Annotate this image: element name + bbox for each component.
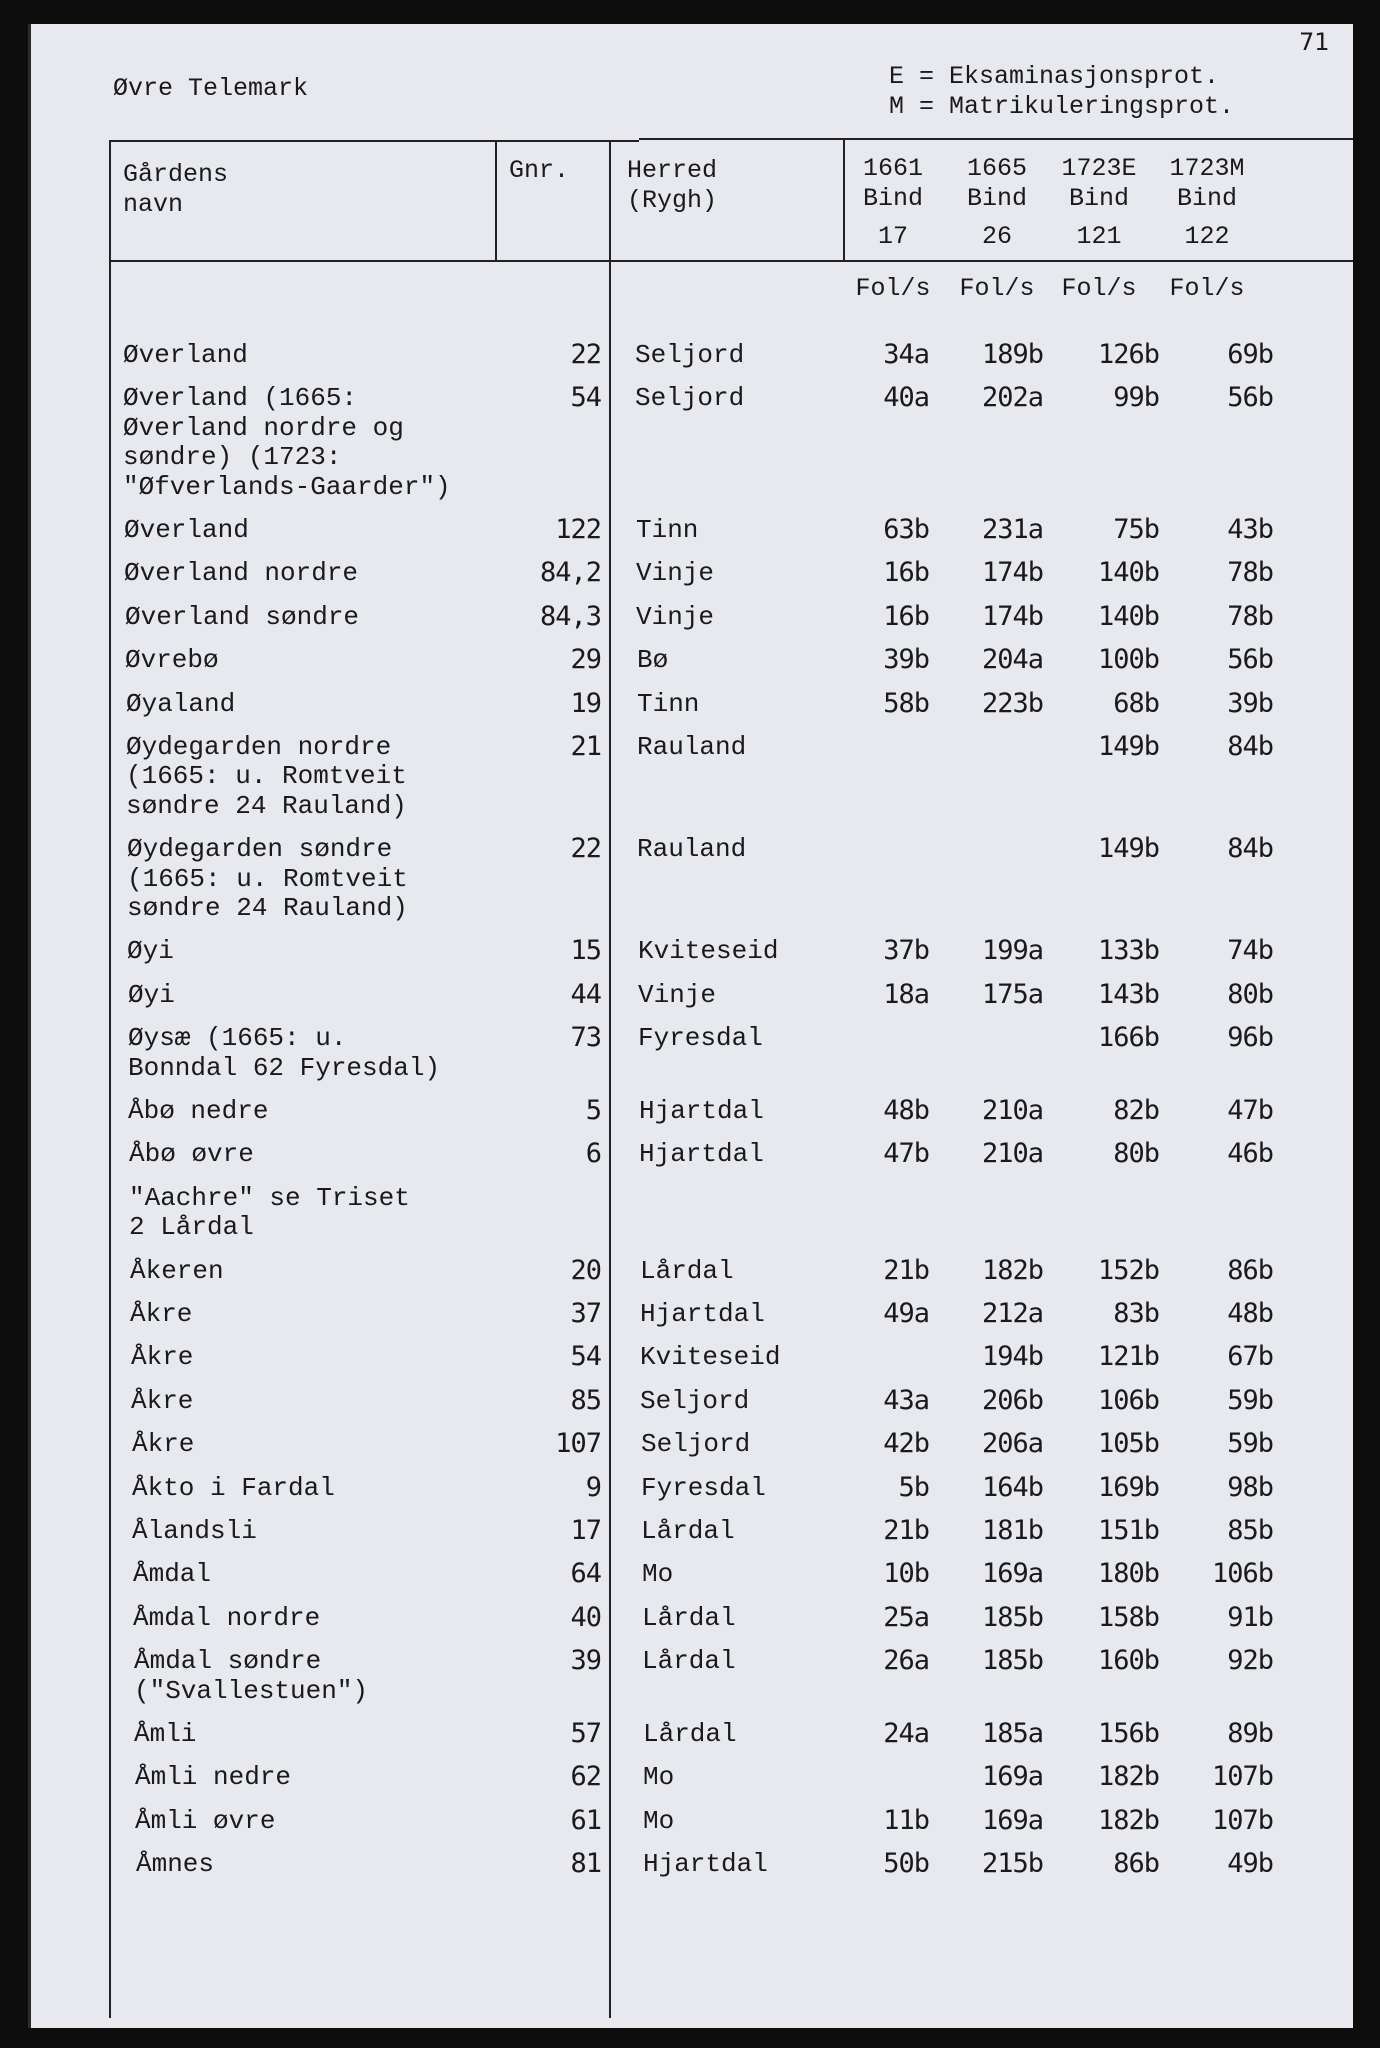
gnr-cell: 6 [585, 1138, 601, 1170]
folio-cell: 158b [1097, 1601, 1159, 1633]
folio-cell: 39b [883, 644, 929, 676]
folio-cell: 206b [981, 1384, 1043, 1416]
col-header-name-1: Gårdens [123, 160, 229, 189]
herred-cell: Mo [642, 1559, 674, 1590]
herred-cell: Lårdal [642, 1646, 736, 1677]
farm-name: Øyi [128, 979, 175, 1010]
folio-cell: 151b [1097, 1515, 1159, 1546]
folio-cell: 210a [981, 1138, 1043, 1170]
folio-cell: 47b [883, 1138, 929, 1170]
herred-cell: Rauland [637, 834, 747, 865]
col-header-year: 1723M [1169, 154, 1245, 183]
farm-name: "Øfverlands-Gaarder") [123, 471, 451, 502]
folio-cell: 50b [883, 1848, 929, 1880]
farm-name: Øyaland [126, 688, 236, 719]
gnr-cell: 54 [570, 382, 601, 414]
herred-cell: Vinje [636, 601, 715, 632]
farm-name: Øvrebø [125, 645, 219, 676]
region-title: Øvre Telemark [113, 74, 309, 103]
folio-cell: 86b [1113, 1848, 1159, 1880]
folio-cell: 92b [1227, 1645, 1273, 1677]
farm-name: Øverland [124, 515, 249, 545]
folio-cell: 189b [981, 339, 1043, 370]
herred-cell: Lårdal [640, 1255, 734, 1286]
folio-cell: 40a [883, 382, 929, 414]
gnr-cell: 19 [570, 687, 601, 719]
header-bottom-rule [109, 260, 1353, 262]
folio-cell: 43b [1227, 514, 1273, 545]
table-top-rule-left [109, 140, 639, 142]
farm-name: Åkeren [130, 1255, 224, 1286]
herred-cell: Seljord [635, 383, 745, 414]
folio-cell: 174b [981, 557, 1043, 589]
folio-cell: 26a [883, 1645, 929, 1677]
farm-name: Øydegarden nordre [126, 732, 392, 762]
folio-cell: 152b [1097, 1254, 1159, 1286]
folio-cell: 160b [1097, 1645, 1159, 1677]
folio-cell: 11b [883, 1804, 929, 1836]
folio-cell: 85b [1227, 1515, 1273, 1546]
folio-cell: 58b [883, 687, 929, 719]
folio-cell: 105b [1097, 1428, 1159, 1460]
folio-cell: 107b [1211, 1761, 1273, 1793]
col-header-gnr: Gnr. [509, 156, 570, 185]
herred-cell: Vinje [636, 558, 715, 589]
folio-cell: 223b [981, 687, 1043, 719]
folio-cell: 68b [1113, 687, 1159, 719]
farm-name: Bonndal 62 Fyresdal) [128, 1052, 441, 1083]
col-header-num: 17 [877, 222, 908, 251]
folio-cell: 69b [1227, 339, 1273, 370]
gnr-cell: 81 [570, 1848, 601, 1880]
folio-cell: 121b [1097, 1341, 1159, 1373]
folio-cell: 126b [1097, 339, 1159, 370]
folio-cell: 59b [1227, 1428, 1273, 1460]
herred-cell: Seljord [641, 1429, 751, 1460]
fol-header: Fol/s [1061, 274, 1137, 303]
herred-cell: Seljord [640, 1385, 750, 1416]
gnr-cell: 44 [570, 978, 601, 1010]
folio-cell: 86b [1227, 1254, 1273, 1286]
col-header-bind: Bind [966, 184, 1027, 213]
herred-cell: Bø [637, 645, 669, 676]
gnr-cell: 62 [570, 1761, 601, 1793]
farm-name: (1665: u. Romtveit [127, 863, 408, 894]
farm-name: ("Svallestuen") [134, 1675, 369, 1706]
folio-cell: 48b [1227, 1298, 1273, 1329]
folio-cell: 204a [981, 644, 1043, 676]
folio-cell: 98b [1227, 1471, 1273, 1503]
folio-cell: 175a [981, 978, 1043, 1010]
fol-header: Fol/s [855, 274, 931, 303]
folio-cell: 106b [1097, 1384, 1159, 1416]
col-header-year: 1661 [862, 154, 923, 183]
herred-cell: Hjartdal [639, 1096, 764, 1126]
folio-cell: 185b [981, 1601, 1043, 1633]
farm-name: søndre 24 Rauland) [126, 790, 407, 821]
folio-cell: 10b [883, 1558, 929, 1590]
folio-cell: 169a [981, 1804, 1043, 1836]
folio-cell: 84b [1227, 833, 1273, 865]
col-header-bind: Bind [1176, 184, 1237, 213]
col-header-herred-1: Herred [627, 156, 718, 185]
folio-cell: 143b [1097, 978, 1159, 1010]
farm-name: Åkre [131, 1342, 194, 1373]
herred-cell: Mo [643, 1762, 675, 1793]
folio-cell: 80b [1113, 1138, 1159, 1170]
folio-cell: 212a [981, 1298, 1043, 1329]
col-header-year: 1665 [966, 154, 1027, 183]
gnr-cell: 22 [570, 339, 601, 370]
herred-cell: Fyresdal [638, 1023, 763, 1054]
gnr-cell: 73 [570, 1022, 601, 1054]
folio-cell: 194b [981, 1341, 1043, 1373]
page-number: 71 [1299, 28, 1330, 56]
farm-name: Åmli øvre [135, 1805, 276, 1836]
farm-name: Åkto i Fardal [132, 1472, 335, 1503]
folio-cell: 18a [883, 978, 929, 1010]
herred-cell: Kviteseid [638, 936, 779, 967]
folio-cell: 89b [1227, 1718, 1273, 1749]
folio-cell: 166b [1097, 1022, 1159, 1054]
gnr-cell: 29 [570, 644, 601, 676]
folio-cell: 78b [1227, 600, 1273, 632]
farm-name: Øverland [123, 340, 248, 370]
col-header-num: 26 [981, 222, 1012, 251]
folio-cell: 169a [981, 1761, 1043, 1793]
folio-cell: 181b [981, 1515, 1043, 1546]
folio-cell: 21b [883, 1515, 929, 1546]
col-header-name-2: navn [123, 190, 184, 219]
gnr-column-rule [495, 140, 497, 262]
folio-cell: 91b [1227, 1601, 1273, 1633]
folio-cell: 59b [1227, 1384, 1273, 1416]
col-header-year: 1723E [1061, 154, 1137, 183]
farm-name: Øysæ (1665: u. [128, 1023, 347, 1054]
folio-cell: 185b [981, 1645, 1043, 1677]
folio-cell: 182b [1097, 1804, 1159, 1836]
folio-cell: 24a [883, 1718, 929, 1749]
folio-cell: 47b [1227, 1095, 1273, 1126]
folio-cell: 164b [981, 1471, 1043, 1503]
legend-line-2: M = Matrikuleringsprot. [889, 92, 1235, 121]
folio-cell: 100b [1097, 644, 1159, 676]
gnr-cell: 107 [555, 1428, 601, 1460]
folio-cell: 231a [981, 514, 1043, 545]
gnr-cell: 39 [570, 1645, 601, 1677]
farm-name: Ålandsli [132, 1516, 257, 1546]
herred-column-rule [609, 140, 611, 2018]
folio-cell: 180b [1097, 1558, 1159, 1590]
farm-name: Øyi [127, 936, 174, 967]
gnr-cell: 122 [555, 514, 601, 545]
folio-cell: 99b [1113, 382, 1159, 414]
farm-name: Øverland nordre og [123, 412, 404, 443]
gnr-cell: 17 [570, 1515, 601, 1546]
gnr-cell: 15 [570, 935, 601, 967]
herred-cell: Seljord [635, 340, 745, 370]
folio-cell: 78b [1227, 557, 1273, 589]
folio-cell: 140b [1097, 557, 1159, 589]
farm-name: Åkre [130, 1299, 193, 1329]
herred-cell: Hjartdal [643, 1849, 768, 1880]
folio-cell: 21b [883, 1254, 929, 1286]
document-page [28, 24, 1353, 2028]
herred-cell: Hjartdal [639, 1139, 764, 1170]
farm-name: Åmdal nordre [133, 1602, 321, 1633]
gnr-cell: 20 [570, 1254, 601, 1286]
folio-cell: 56b [1227, 644, 1273, 676]
folio-cell: 133b [1097, 935, 1159, 967]
gnr-cell: 54 [570, 1341, 601, 1373]
farm-name: Øverland (1665: [123, 383, 358, 414]
folio-cell: 49a [883, 1298, 929, 1329]
folio-cell: 215b [981, 1848, 1043, 1880]
folio-cell: 84b [1227, 731, 1273, 762]
folio-cell: 140b [1097, 600, 1159, 632]
fol-header: Fol/s [1169, 274, 1245, 303]
folio-cell: 106b [1211, 1558, 1273, 1590]
farm-name: Øverland søndre [125, 601, 360, 632]
farm-name: søndre) (1723: [123, 442, 342, 473]
herred-cell: Tinn [637, 688, 700, 719]
col-header-num: 121 [1076, 222, 1122, 251]
folio-cell: 96b [1227, 1022, 1273, 1054]
gnr-cell: 21 [570, 731, 601, 762]
farm-name: Øydegarden søndre [127, 834, 393, 865]
fol-header: Fol/s [959, 274, 1035, 303]
herred-cell: Lårdal [642, 1602, 736, 1633]
col-header-bind: Bind [1068, 184, 1129, 213]
folio-cell: 199a [981, 935, 1043, 967]
farm-name: Åmnes [136, 1849, 215, 1880]
col-header-herred-2: (Rygh) [627, 186, 718, 215]
folio-cell: 74b [1227, 935, 1273, 967]
folio-cell: 182b [1097, 1761, 1159, 1793]
gnr-cell: 5 [585, 1095, 601, 1126]
gnr-cell: 57 [570, 1718, 601, 1749]
table-left-rule [109, 140, 111, 2018]
farm-name: Åmli [134, 1719, 197, 1749]
folio-cell: 169b [1097, 1471, 1159, 1503]
folio-cell: 174b [981, 600, 1043, 632]
folio-cell: 16b [883, 600, 929, 632]
folio-cell: 48b [883, 1095, 929, 1126]
folio-cell: 82b [1113, 1095, 1159, 1126]
folio-cell: 185a [981, 1718, 1043, 1749]
herred-cell: Lårdal [643, 1719, 737, 1749]
farm-name: søndre 24 Rauland) [127, 893, 408, 923]
folio-cell: 156b [1097, 1718, 1159, 1749]
herred-cell: Mo [643, 1805, 675, 1836]
farm-name: (1665: u. Romtveit [126, 761, 407, 792]
folio-cell: 5b [898, 1471, 929, 1503]
farm-name: Åbø nedre [128, 1096, 269, 1126]
farm-name: Øverland nordre [124, 558, 359, 589]
farm-name: Åkre [131, 1385, 194, 1416]
herred-cell: Tinn [636, 515, 699, 545]
gnr-cell: 84,3 [539, 600, 601, 632]
farm-name: Åmdal [133, 1559, 212, 1590]
herred-cell: Lårdal [641, 1516, 735, 1546]
folio-cell: 63b [883, 514, 929, 545]
folio-cell: 182b [981, 1254, 1043, 1286]
col-header-num: 122 [1184, 222, 1230, 251]
gnr-cell: 85 [570, 1384, 601, 1416]
folio-cell: 49b [1227, 1848, 1273, 1880]
herred-cell: Rauland [637, 732, 747, 762]
herred-cell: Fyresdal [641, 1472, 766, 1503]
herred-cell: Kviteseid [640, 1342, 781, 1373]
folio-cell: 83b [1113, 1298, 1159, 1329]
gnr-cell: 61 [570, 1804, 601, 1836]
gnr-cell: 40 [570, 1601, 601, 1633]
folio-cell: 80b [1227, 978, 1273, 1010]
folio-cell: 206a [981, 1428, 1043, 1460]
folio-cell: 107b [1211, 1804, 1273, 1836]
folio-cell: 39b [1227, 687, 1273, 719]
table-top-rule-right [639, 138, 1353, 140]
folio-cell: 42b [883, 1428, 929, 1460]
folio-cell: 46b [1227, 1138, 1273, 1170]
folio-cell: 37b [883, 935, 929, 967]
herred-cell: Vinje [638, 979, 717, 1010]
farm-name: Åbø øvre [129, 1139, 254, 1170]
farm-name: Åmli nedre [135, 1762, 292, 1793]
folio-cell: 149b [1097, 833, 1159, 865]
farm-name: 2 Lårdal [129, 1212, 254, 1243]
folio-cell: 75b [1113, 514, 1159, 545]
gnr-cell: 9 [585, 1471, 601, 1503]
farm-name: "Aachre" se Triset [129, 1182, 410, 1213]
folio-cell: 16b [883, 557, 929, 589]
gnr-cell: 64 [570, 1558, 601, 1590]
folio-cell: 67b [1227, 1341, 1273, 1373]
legend-line-1: E = Eksaminasjonsprot. [889, 62, 1220, 91]
folio-cell: 56b [1227, 382, 1273, 414]
gnr-cell: 84,2 [539, 557, 601, 589]
folio-cell: 25a [883, 1601, 929, 1633]
gnr-cell: 22 [570, 833, 601, 865]
folio-cell: 169a [981, 1558, 1043, 1590]
folio-cell: 34a [883, 339, 929, 370]
col-header-bind: Bind [862, 184, 923, 213]
folio-cell: 210a [981, 1095, 1043, 1126]
folio-cell: 43a [883, 1384, 929, 1416]
farm-name: Åkre [132, 1429, 195, 1460]
folio-cell: 202a [981, 382, 1043, 414]
herred-cell: Hjartdal [640, 1299, 765, 1329]
folio-cell: 149b [1097, 731, 1159, 762]
farm-name: Åmdal søndre [134, 1646, 322, 1677]
gnr-cell: 37 [570, 1298, 601, 1329]
